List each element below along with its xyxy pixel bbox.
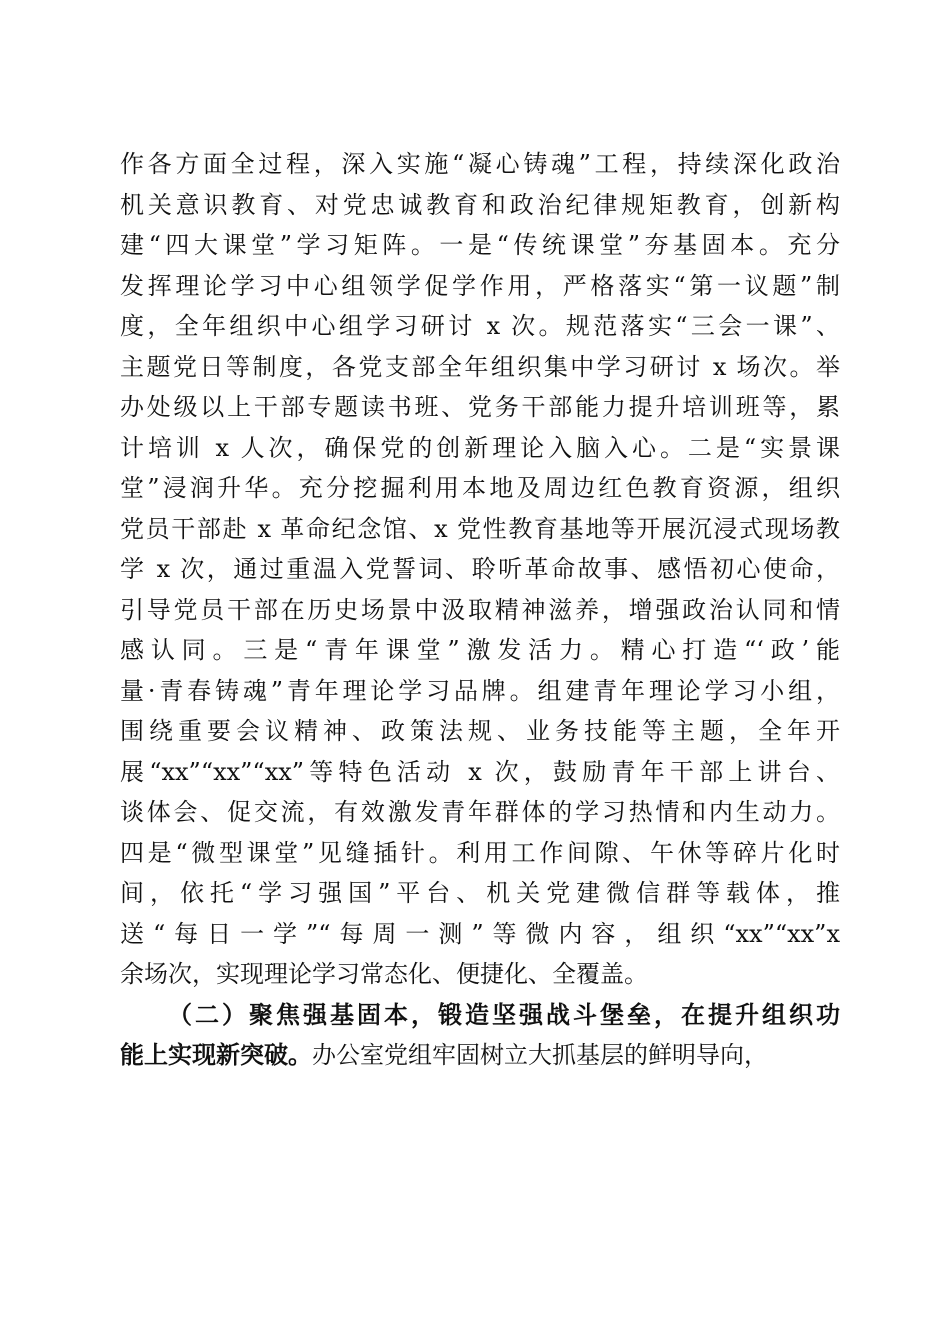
text-line: 发挥理论学习中心组领学促学作用，严格落实“第一议题”制 [120, 271, 840, 300]
text-line: 谈体会、促交流，有效激发青年群体的学习热情和内生动力。 [120, 798, 840, 826]
text-line: 党员干部赴 x 革命纪念馆、x 党性教育基地等开展沉浸式现场教 [120, 514, 840, 543]
text-line: 感认同。三是“青年课堂”激发活力。精心打造“‘政’能 [120, 636, 840, 664]
text-line: 堂”浸润升华。充分挖掘利用本地及周边红色教育资源，组织 [120, 474, 840, 502]
text-line: 机关意识教育、对党忠诚教育和政治纪律规矩教育，创新构 [120, 190, 840, 219]
body-text [120, 144, 840, 1076]
text-line: 四是“微型课堂”见缝插针。利用工作间隙、午休等碎片化时 [120, 838, 840, 867]
text-line: 建“四大课堂”学习矩阵。一是“传统课堂”夯基固本。充分 [120, 231, 840, 259]
section-heading-cont: 能上实现新突破。 [120, 1040, 312, 1069]
text-line: 主题党日等制度，各党支部全年组织集中学习研讨 x 场次。举 [120, 352, 840, 381]
text-line: 量·青春铸魂”青年理论学习品牌。组建青年理论学习小组， [120, 676, 840, 705]
text-line: 送“每日一学”“每周一测”等微内容，组织“xx”“xx”x [120, 919, 840, 948]
text-line: 围绕重要会议精神、政策法规、业务技能等主题，全年开 [120, 717, 840, 745]
text-line: 学 x 次，通过重温入党誓词、聆听革命故事、感悟初心使命， [120, 555, 840, 583]
text-line: 计培训 x 人次，确保党的创新理论入脑入心。二是“实景课 [120, 433, 840, 462]
section-heading: （二）聚焦强基固本，锻造坚强战斗堡垒，在提升组织功 [168, 999, 840, 1029]
text-line [120, 1035, 840, 1076]
text-line: 展“xx”“xx”“xx”等特色活动 x 次，鼓励青年干部上讲台、 [120, 757, 840, 786]
text-line: 余场次，实现理论学习常态化、便捷化、全覆盖。 [120, 960, 648, 988]
section-body-text: 办公室党组牢固树立大抓基层的鲜明导向， [312, 1041, 768, 1069]
text-line: 间，依托“学习强国”平台、机关党建微信群等载体，推 [120, 879, 840, 907]
text-line: 引导党员干部在历史场景中汲取精神滋养，增强政治认同和情 [120, 595, 840, 624]
text-line: 办处级以上干部专题读书班、党务干部能力提升培训班等，累 [120, 393, 840, 421]
text-line: 度，全年组织中心组学习研讨 x 次。规范落实“三会一课”、 [120, 312, 840, 340]
text-line: 作各方面全过程，深入实施“凝心铸魂”工程，持续深化政治 [120, 150, 840, 178]
